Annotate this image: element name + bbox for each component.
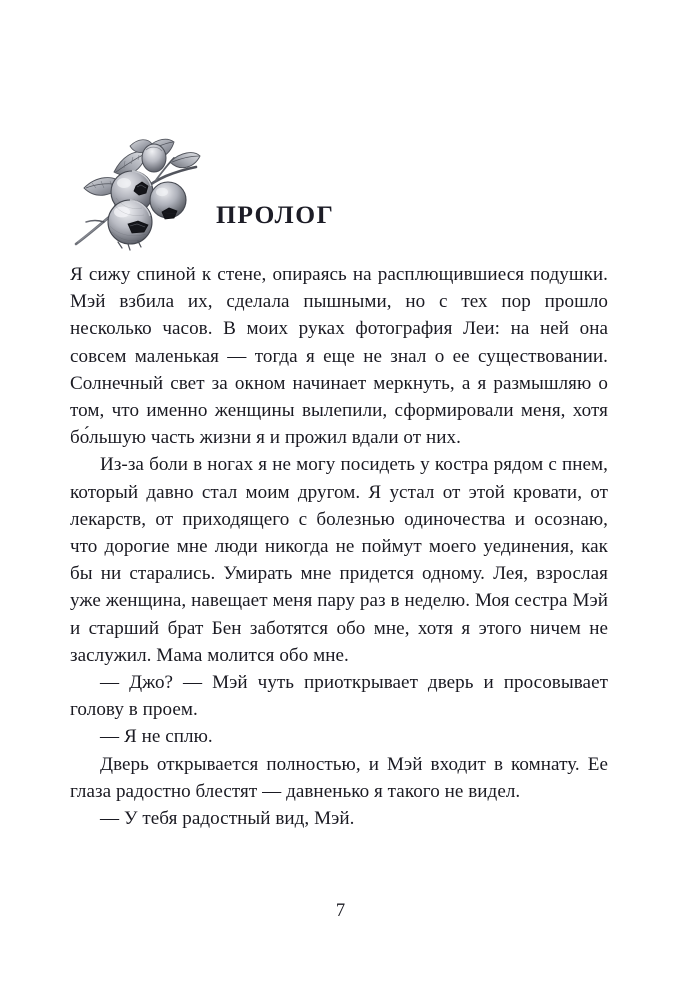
page-number: 7: [335, 901, 346, 921]
body-text-column: [70, 261, 608, 832]
dialogue-line: — У тебя радостный вид, Мэй.: [100, 808, 355, 830]
paragraph: Из-за боли в ногах я не могу посидеть у костра рядом с пнем, который давно стал моим другом. Я устал от этой кровати, от лекарств, от приходящего с болезнью одиночества и осознаю, что дорогие мне люди никогда не поймут моего уединения, как бы ни старались. Умирать мне придется одному. Лея, взрослая уже женщина, навещает меня пару раз в неделю. Моя сестра Мэй и старший брат Бен заботятся обо мне, хотя я этого ничем не заслужил. Мама молится обо мне.: [70, 454, 608, 666]
chapter-header: [70, 136, 610, 256]
dialogue-line: — Джо? — Мэй чуть приоткрывает дверь и просовывает голову в проем.: [70, 672, 608, 721]
dialogue-line: — Я не сплю.: [100, 726, 213, 748]
blueberry-branch-engraving-icon: [70, 136, 202, 252]
paragraph: Дверь открывается полностью, и Мэй входит в комнату. Ее глаза радостно блестят — давненько я такого не видел.: [70, 753, 608, 802]
page-title: ПРОЛОГ: [216, 200, 335, 229]
paragraph: Я сижу спиной к стене, опираясь на расплющившиеся подушки. Мэй взбила их, сделала пышными, но с тех пор прошло несколько часов. В моих руках фотография Леи: на ней она совсем маленькая — тогда я еще не знал о ее существовании. Солнечный свет за окном начинает меркнуть, а я размышляю о том, что именно женщины вылепили, сформировали меня, хотя бо́льшую часть жизни я и прожил вдали от них.: [70, 264, 608, 449]
